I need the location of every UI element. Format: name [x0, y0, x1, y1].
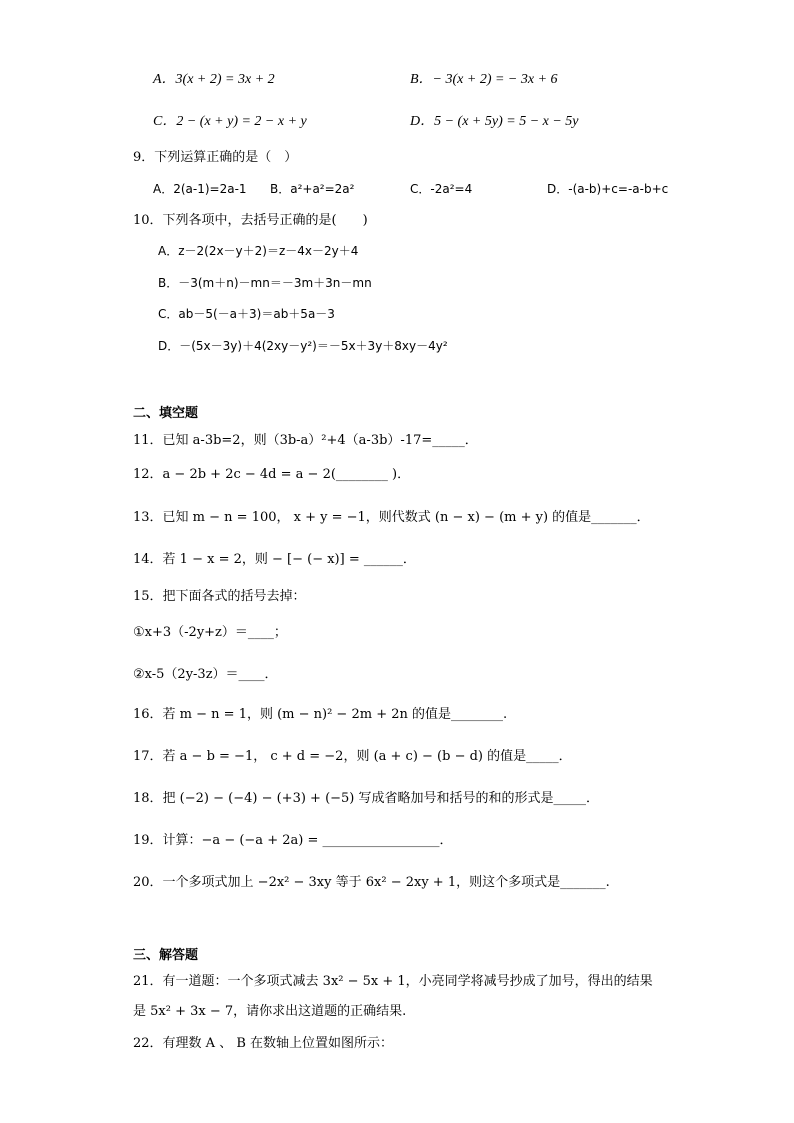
q15-stem: 15．把下面各式的括号去掉： — [133, 589, 306, 604]
q20: 20．一个多项式加上 −2x² − 3xy 等于 6x² − 2xy + 1，则这个多项式是_______. — [133, 875, 610, 890]
q15-part-2: ②x-5（2y-3z）＝____． — [133, 667, 278, 682]
q21-line-1: 21．有一道题：一个多项式减去 3x² − 5x + 1，小亮同学将减号抄成了加号，得出的结果 — [133, 974, 653, 989]
q9-stem: 9．下列运算正确的是（ ） — [133, 150, 298, 165]
q8-option-a: A．3(x + 2) = 3x + 2 — [153, 72, 275, 87]
q9-option-d: D．-(a-b)+c=-a-b+c — [547, 182, 669, 196]
q9-option-a: A．2(a-1)=2a-1 — [153, 182, 247, 196]
q9-option-c: C．-2a²=4 — [410, 182, 473, 196]
q10-option-a: A．z－2(2x－y＋2)＝z－4x－2y＋4 — [158, 244, 359, 258]
q10-option-d: D．－(5x－3y)＋4(2xy－y²)＝－5x＋3y＋8xy－4y² — [158, 339, 448, 353]
q10-option-b: B．－3(m＋n)－mn＝－3m＋3n－mn — [158, 276, 372, 290]
q12: 12．a − 2b + 2c − 4d = a − 2(________ )． — [133, 467, 411, 482]
q18: 18．把 (−2) − (−4) − (+3) + (−5) 写成省略加号和括号的和的形式是_____． — [133, 791, 600, 806]
q22: 22．有理数 A 、 B 在数轴上位置如图所示： — [133, 1036, 394, 1051]
q17: 17．若 a − b = −1， c + d = −2，则 (a + c) − (b − d) 的值是_____． — [133, 749, 572, 764]
section-title-answer: 三、解答题 — [133, 948, 199, 963]
q13: 13．已知 m − n = 100， x + y = −1，则代数式 (n − x) − (m + y) 的值是_______． — [133, 510, 650, 525]
q8-option-d: D．5 − (x + 5y) = 5 − x − 5y — [410, 114, 579, 129]
q16: 16．若 m − n = 1，则 (m − n)² − 2m + 2n 的值是________. — [133, 707, 508, 722]
q10-stem: 10．下列各项中，去括号正确的是( ) — [133, 213, 368, 228]
q11: 11．已知 a-3b=2，则（3b-a）²+4（a-3b）-17=_____． — [133, 433, 478, 448]
q15-part-1: ①x+3（-2y+z）＝____； — [133, 625, 287, 640]
q14: 14．若 1 − x = 2，则 − [− (− x)] = ______． — [133, 552, 416, 567]
q21-line-2: 是 5x² + 3x − 7，请你求出这道题的正确结果. — [133, 1004, 407, 1019]
q8-option-b: B．− 3(x + 2) = − 3x + 6 — [410, 72, 558, 87]
q19: 19．计算：−a − (−a + 2a) = __________________． — [133, 833, 453, 848]
q8-option-c: C．2 − (x + y) = 2 − x + y — [153, 114, 307, 129]
section-title-fill-in: 二、填空题 — [133, 406, 199, 421]
q9-option-b: B．a²+a²=2a² — [270, 182, 355, 196]
q10-option-c: C．ab－5(－a＋3)＝ab＋5a－3 — [158, 307, 335, 321]
